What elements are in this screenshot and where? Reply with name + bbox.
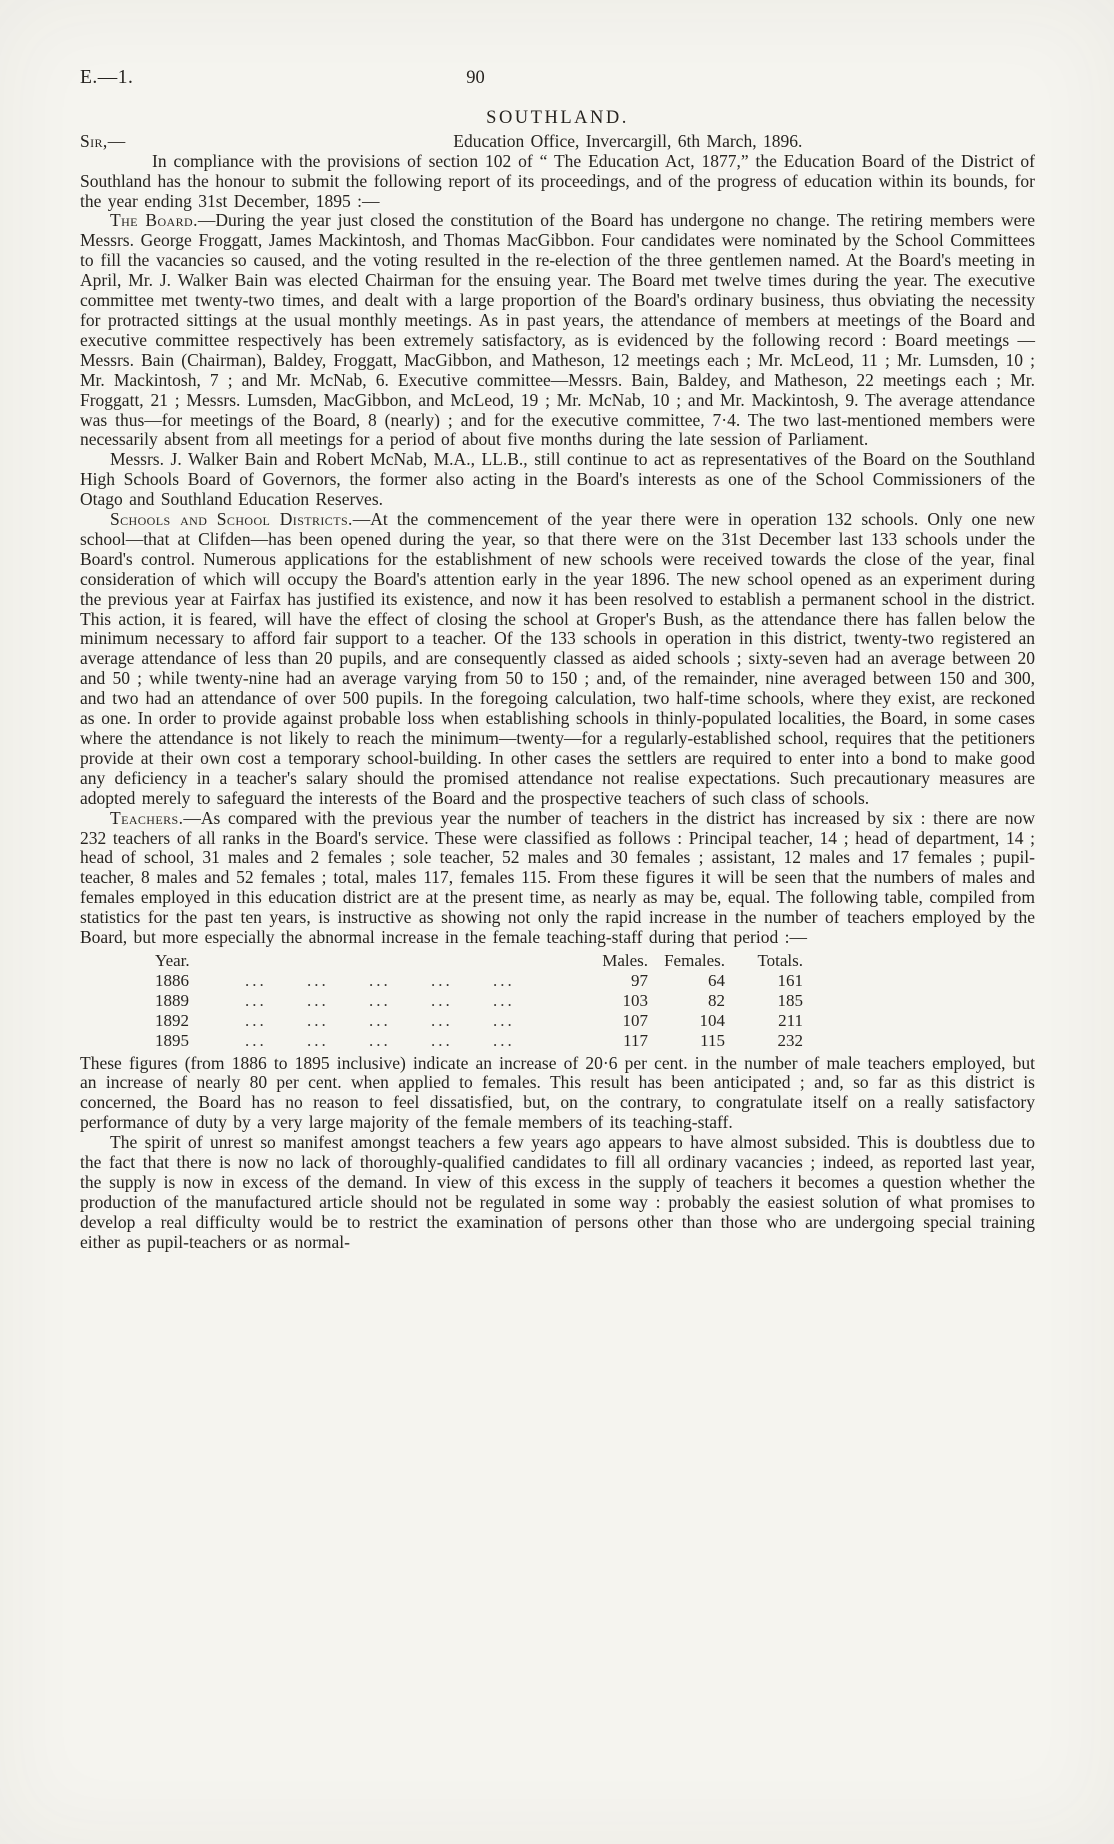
paragraph-text: —At the commencement of the year there were in operation 132 schools. Only one new school—that at Clifden—has been opened during the year, so that there were on the 31st December last 133 schools under the Board's control. Numerous applications for the establishment of new schools were received towards the close of the year, final consideration of which will occupy the Board's attention early in the year 1896. The new school opened as an experiment during the previous year at Fairfax has justified its existence, and now it has been resolved to establish a permanent school in the district. This action, it is feared, will have the effect of closing the school at Groper's Bush, as the attendance there has fallen below the minimum necessary to afford fair support to a teacher. Of the 133 schools in operation in this district, twenty-two registered an average attendance of less than 20 pupils, and are consequently classed as aided schools ; sixty-seven had an average between 20 and 50 ; while twenty-nine had an average varying from 50 to 150 ; and, of the remainder, nine averaged between 150 and 300, and two had an attendance of over 500 pupils. In the foregoing calculation, two half-time schools, where they exist, are reckoned as one. In order to provide against probable loss when establishing schools in thinly-populated localities, the Board, in some cases where the attendance is not likely to reach the minimum—twenty—for a regularly-established school, requires that the petitioners provide at their own cost a temporary school-building. In other cases the settlers are required to enter into a bond to make good any deficiency in a teacher's salary should the promised attendance not realise expectations. Such precautionary measures are adopted merely to safeguard the interests of the Board and the prospective teachers of such class of schools. <box>80 509 1035 808</box>
table-row <box>155 971 803 991</box>
paragraph-text: —As compared with the previous year the number of teachers in the district has increased by six : there are now 232 teachers of all ranks in the Board's service. These were classified as follows : Principal teacher, 14 ; head of department, 14 ; head of school, 31 males and 2 females ; sole teacher, 52 males and 30 females ; assistant, 12 males and 17 females ; pupil-teacher, 8 males and 52 females ; total, males 117, females 115. From these figures it will be seen that the numbers of males and females employed in this education district are at the present time, as nearly as may be, equal. The following table, compiled from statistics for the past ten years, is instructive as showing not only the rapid increase in the number of teachers employed by the Board, but more especially the abnormal increase in the female teaching-staff during that period :— <box>80 807 1035 948</box>
paragraph-teachers <box>80 809 1035 948</box>
page-header <box>80 68 1035 89</box>
col-header-year: Year. <box>155 950 190 970</box>
paragraph-text: These figures (from 1886 to 1895 inclusive) indicate an increase of 20·6 per cent. in the number of male teachers employed, but an increase of nearly 80 per cent. when applied to females. This result has been anticipated ; and, so far as this district is concerned, the Board has no reason to feel dissatisfied, but, on the contrary, to congratulate itself on a really satisfactory performance of duty by a very large majority of the female members of its teaching-staff. <box>80 1052 1035 1133</box>
table-cell-females: 104 <box>699 1010 725 1030</box>
table-cell-males: 117 <box>623 1030 648 1050</box>
table-header-spacer <box>245 951 307 971</box>
table-cell-year: 1886 <box>155 970 189 990</box>
table-cell-males: 97 <box>631 970 648 990</box>
paragraph-schools-districts <box>80 510 1035 809</box>
table-cell-females: 64 <box>708 970 725 990</box>
table-row <box>155 1031 803 1051</box>
paragraph-lead: Schools and School Districts. <box>110 509 353 530</box>
paragraph-lead: The Board. <box>110 210 198 231</box>
paragraph-text: Messrs. J. Walker Bain and Robert McNab, M.A., LL.B., still continue to act as representatives of the Board on the Southland High Schools Board of Governors, the former also acting in the Board's interests as one of the School Commissioners of the Otago and Southland Education Reserves. <box>80 449 1035 510</box>
table-cell-year: 1892 <box>155 1010 189 1030</box>
table-header-spacer <box>369 951 431 971</box>
dot-leader: ... <box>307 1030 329 1050</box>
dot-leader: ... <box>493 1010 515 1030</box>
table-cell-year: 1895 <box>155 1030 189 1050</box>
dot-leader: ... <box>369 1010 391 1030</box>
table-cell-year: 1889 <box>155 990 189 1010</box>
table-cell-totals: 232 <box>777 1030 803 1050</box>
table-header-row <box>155 951 803 971</box>
col-header-males: Males. <box>602 950 648 970</box>
section-title: SOUTHLAND. <box>486 107 629 128</box>
table-header-spacer <box>493 951 555 971</box>
paragraph-compliance <box>80 152 1035 212</box>
salutation-line <box>80 132 1035 152</box>
table-cell-totals: 161 <box>777 970 803 990</box>
dot-leader: ... <box>431 1010 453 1030</box>
doc-reference: E.—1. <box>80 67 134 88</box>
table-cell-totals: 211 <box>778 1010 803 1030</box>
dot-leader: ... <box>245 1010 267 1030</box>
table-cell-females: 82 <box>708 990 725 1010</box>
paragraph-figures <box>80 1054 1035 1134</box>
dot-leader: ... <box>307 990 329 1010</box>
dot-leader: ... <box>245 990 267 1010</box>
dot-leader: ... <box>369 990 391 1010</box>
table-row <box>155 1011 803 1031</box>
paragraph-representatives <box>80 450 1035 510</box>
paragraph-text: In compliance with the provisions of section 102 of “ The Education Act, 1877,” the Education Board of the District of Southland has the honour to submit the following report of its proceedings, and of the progress of education within its bounds, for the year ending 31st December, 1895 :— <box>80 150 1035 211</box>
dot-leader: ... <box>493 990 515 1010</box>
dot-leader: ... <box>431 970 453 990</box>
salutation: Sir,— <box>80 130 126 151</box>
table-cell-totals: 185 <box>777 990 803 1010</box>
table-header-spacer <box>431 951 493 971</box>
paragraph-text: —During the year just closed the constitution of the Board has undergone no change. The retiring members were Messrs. George Froggatt, James Mackintosh, and Thomas MacGibbon. Four candidates were nominated by the School Committees to fill the vacancies so caused, and the voting resulted in the re-election of the three gentlemen named. At the Board's meeting in April, Mr. J. Walker Bain was elected Chairman for the ensuing year. The Board met twelve times during the year. The executive committee met twenty-two times, and dealt with a large proportion of the Board's ordinary business, thus obviating the necessity for protracted sittings at the usual monthly meetings. As in past years, the attendance of members at meetings of the Board and executive committee respectively has been extremely satisfactory, as is evidenced by the following record : Board meetings — Messrs. Bain (Chairman), Baldey, Froggatt, MacGibbon, and Matheson, 12 meetings each ; Mr. McLeod, 11 ; Mr. Lumsden, 10 ; Mr. Mackintosh, 7 ; and Mr. McNab, 6. Executive committee—Messrs. Bain, Baldey, and Matheson, 22 meetings each ; Mr. Froggatt, 21 ; Messrs. Lumsden, MacGibbon, and McLeod, 19 ; Mr. McNab, 10 ; and Mr. Mackintosh, 9. The average attendance was thus—for meetings of the Board, 8 (nearly) ; and for the executive committee, 7·4. The two last-mentioned members were necessarily absent from all meetings for a period of about five months during the late session of Parliament. <box>80 210 1035 450</box>
dot-leader: ... <box>493 970 515 990</box>
dot-leader: ... <box>369 1030 391 1050</box>
paragraph-unrest <box>80 1133 1035 1252</box>
dot-leader: ... <box>245 1030 267 1050</box>
table-row <box>155 991 803 1011</box>
table-cell-males: 103 <box>622 990 648 1010</box>
col-header-females: Females. <box>664 950 725 970</box>
dateline: Education Office, Invercargill, 6th March, 1896. <box>453 130 803 151</box>
dot-leader: ... <box>307 970 329 990</box>
dot-leader: ... <box>245 970 267 990</box>
paragraph-text: The spirit of unrest so manifest amongst teachers a few years ago appears to have almost subsided. This is doubtless due to the fact that there is now no lack of thoroughly-qualified candidates to fill all ordinary vacancies ; indeed, as reported last year, the supply is now in excess of the demand. In view of this excess in the supply of teachers it becomes a question whether the production of the manufactured article should not be regulated in some way : probably the easiest solution of what promises to develop a real difficulty would be to restrict the examination of persons other than those who are undergoing special training either as pupil-teachers or as normal- <box>80 1132 1035 1252</box>
table-cell-males: 107 <box>622 1010 648 1030</box>
paragraph-the-board <box>80 211 1035 450</box>
table-cell-females: 115 <box>700 1030 725 1050</box>
paragraph-lead: Teachers. <box>110 807 184 828</box>
dot-leader: ... <box>369 970 391 990</box>
col-header-totals: Totals. <box>757 950 803 970</box>
teacher-statistics-table <box>155 951 803 1051</box>
page-number: 90 <box>466 68 485 88</box>
dot-leader: ... <box>431 990 453 1010</box>
dot-leader: ... <box>431 1030 453 1050</box>
table-header-spacer <box>307 951 369 971</box>
dot-leader: ... <box>493 1030 515 1050</box>
dot-leader: ... <box>307 1010 329 1030</box>
